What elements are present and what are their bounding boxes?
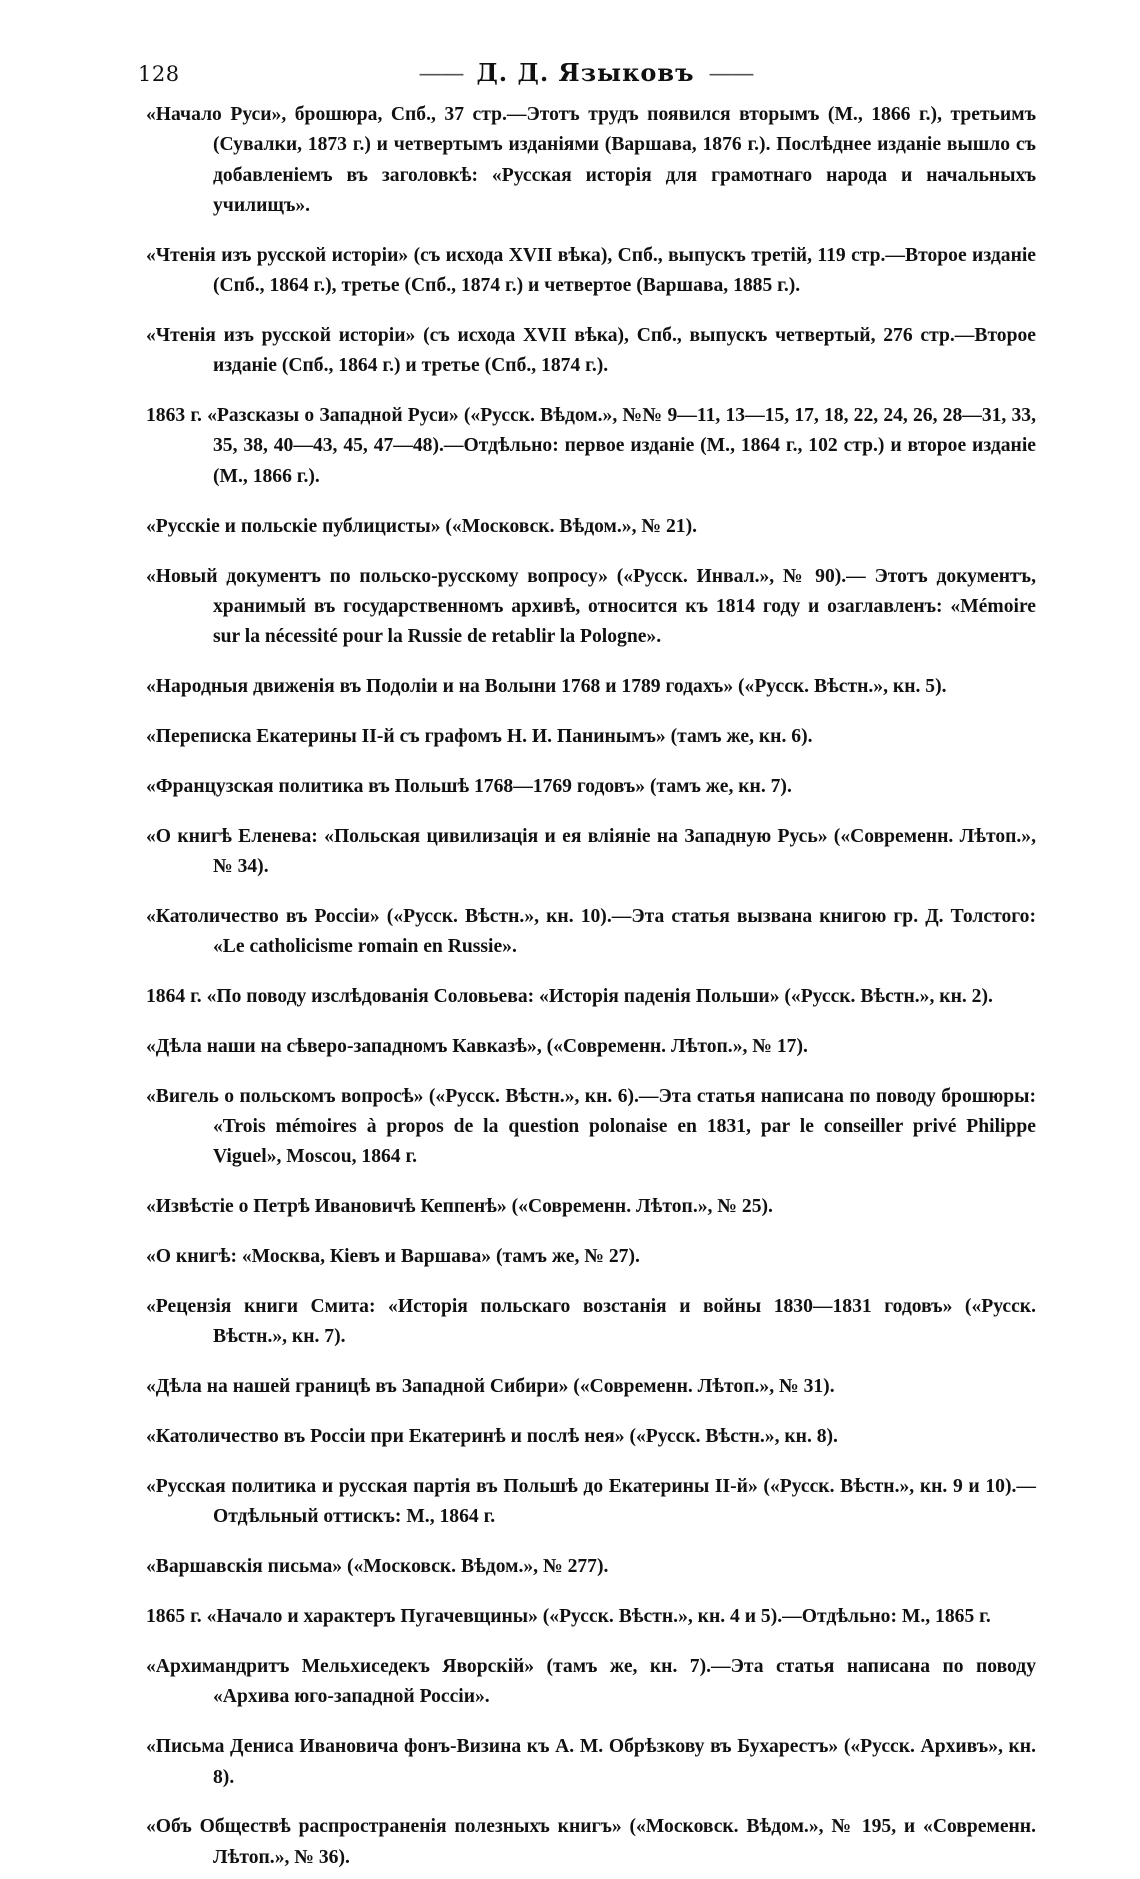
bibliography-entry: 1865 г. «Начало и характеръ Пугачевщины» («Русск. Вѣстн.», кн. 4 и 5).—Отдѣльно: М., 1865 г. [146, 1606, 991, 1628]
header-dash-right: —— [708, 59, 753, 87]
bibliography-entry: «Извѣстіе о Петрѣ Ивановичѣ Кеппенѣ» («Современн. Лѣтоп.», № 25). [146, 1196, 773, 1218]
running-title-wrap [138, 58, 1033, 87]
page-number: 128 [138, 62, 180, 86]
bibliography-entry: «Новый документъ по польско-русскому вопросу» («Русск. Инвал.», № 90).— Этотъ документъ, хранимый въ государственномъ архивѣ, относится къ 1814 году и озаглавленъ: «Mémoire sur la nécessité pour la Russie de retablir la Pologne». [146, 565, 1036, 648]
bibliography-entry: 1864 г. «По поводу изслѣдованія Соловьева: «Исторія паденія Польши» («Русск. Вѣстн.», кн. 2). [146, 986, 993, 1008]
bibliography-entry: «Католичество въ Россіи» («Русск. Вѣстн.», кн. 10).—Эта статья вызвана книгою гр. Д. Толстого: «Le catholicisme romain en Russie». [146, 905, 1036, 958]
bibliography-entry: «О книгѣ Еленева: «Польская цивилизація и ея вліяніе на Западную Русь» («Современн. Лѣтоп.», № 34). [146, 825, 1036, 877]
running-title: Д. Д. Языковъ [476, 58, 695, 87]
bibliography-entry: «Письма Дениса Ивановича фонъ-Визина къ А. М. Обрѣзкову въ Бухарестъ» («Русск. Архивъ», кн. 8). [146, 1736, 1036, 1788]
bibliography-entry: «Архимандритъ Мельхиседекъ Яворскій» (тамъ же, кн. 7).—Эта статья написана по поводу «Архива юго-западной Россіи». [146, 1656, 1036, 1708]
bibliography-entry: «Русскіе и польскіе публицисты» («Московск. Вѣдом.», № 21). [146, 515, 697, 537]
bibliography-entry: «Католичество въ Россіи при Екатеринѣ и послѣ нея» («Русск. Вѣстн.», кн. 8). [146, 1426, 838, 1448]
bibliography-entry: «Народныя движенія въ Подоліи и на Волыни 1768 и 1789 годахъ» («Русск. Вѣстн.», кн. 5). [146, 676, 947, 698]
header-dash-left: —— [418, 59, 463, 87]
bibliography-entry: «Чтенія изъ русской исторіи» (съ исхода XVII вѣка), Спб., выпускъ четвертый, 276 стр.—Второе изданіе (Спб., 1864 г.) и третье (Спб., 1874 г.). [146, 324, 1036, 377]
bibliography-entry: «Объ Обществѣ распространенія полезныхъ книгъ» («Московск. Вѣдом.», № 195, и «Современн. Лѣтоп.», № 36). [146, 1816, 1036, 1868]
bibliography-entry: «Вигель о польскомъ вопросѣ» («Русск. Вѣстн.», кн. 6).—Эта статья написана по поводу брошюры: «Trois mémoires à propos de la question polonaise en 1831, par le conseiller privé Philippe Viguel», Moscou, 1864 г. [146, 1085, 1036, 1168]
bibliography-entry: «Рецензія книги Смита: «Исторія польскаго возстанія и войны 1830—1831 годовъ» («Русск. Вѣстн.», кн. 7). [146, 1296, 1036, 1348]
bibliography-entry: «Русская политика и русская партія въ Польшѣ до Екатерины II-й» («Русск. Вѣстн.», кн. 9 и 10).—Отдѣльный оттискъ: М., 1864 г. [146, 1476, 1036, 1528]
bibliography-entry: «Переписка Екатерины II-й съ графомъ Н. И. Панинымъ» (тамъ же, кн. 6). [146, 725, 813, 747]
bibliography-entry: «О книгѣ: «Москва, Кіевъ и Варшава» (тамъ же, № 27). [146, 1246, 640, 1268]
bibliography-entry: «Начало Руси», брошюра, Спб., 37 стр.—Этотъ трудъ появился вторымъ (М., 1866 г.), третьимъ (Сувалки, 1873 г.) и четвертымъ изданіями (Варшава, 1876 г.). Послѣднее изданіе вышло съ добавленіемъ въ заголовкѣ: «Русская исторія для грамотнаго народа и начальныхъ училищъ». [146, 104, 1036, 216]
bibliography-entry: «Дѣла на нашей границѣ въ Западной Сибири» («Современн. Лѣтоп.», № 31). [146, 1376, 835, 1398]
bibliography-entry: «Французская политика въ Польшѣ 1768—1769 годовъ» (тамъ же, кн. 7). [146, 775, 792, 797]
bibliography-entry: «Варшавскія письма» («Московск. Вѣдом.», № 277). [146, 1556, 609, 1578]
bibliography-list [146, 100, 1036, 1879]
bibliography-entry: 1863 г. «Разсказы о Западной Руси» («Русск. Вѣдом.», №№ 9—11, 13—15, 17, 18, 22, 24, 26, 28—31, 33, 35, 38, 40—43, 45, 47—48).—Отдѣльно: первое изданіе (М., 1864 г., 102 стр.) и второе изданіе (М., 1866 г.). [146, 405, 1036, 487]
bibliography-entry: «Чтенія изъ русской исторіи» (съ исхода XVII вѣка), Спб., выпускъ третій, 119 стр.—Второе изданіе (Спб., 1864 г.), третье (Спб., 1874 г.) и четвертое (Варшава, 1885 г.). [146, 244, 1036, 297]
bibliography-entry: «Дѣла наши на сѣверо-западномъ Кавказѣ», («Современн. Лѣтоп.», № 17). [146, 1035, 808, 1057]
page-header [138, 58, 1033, 94]
